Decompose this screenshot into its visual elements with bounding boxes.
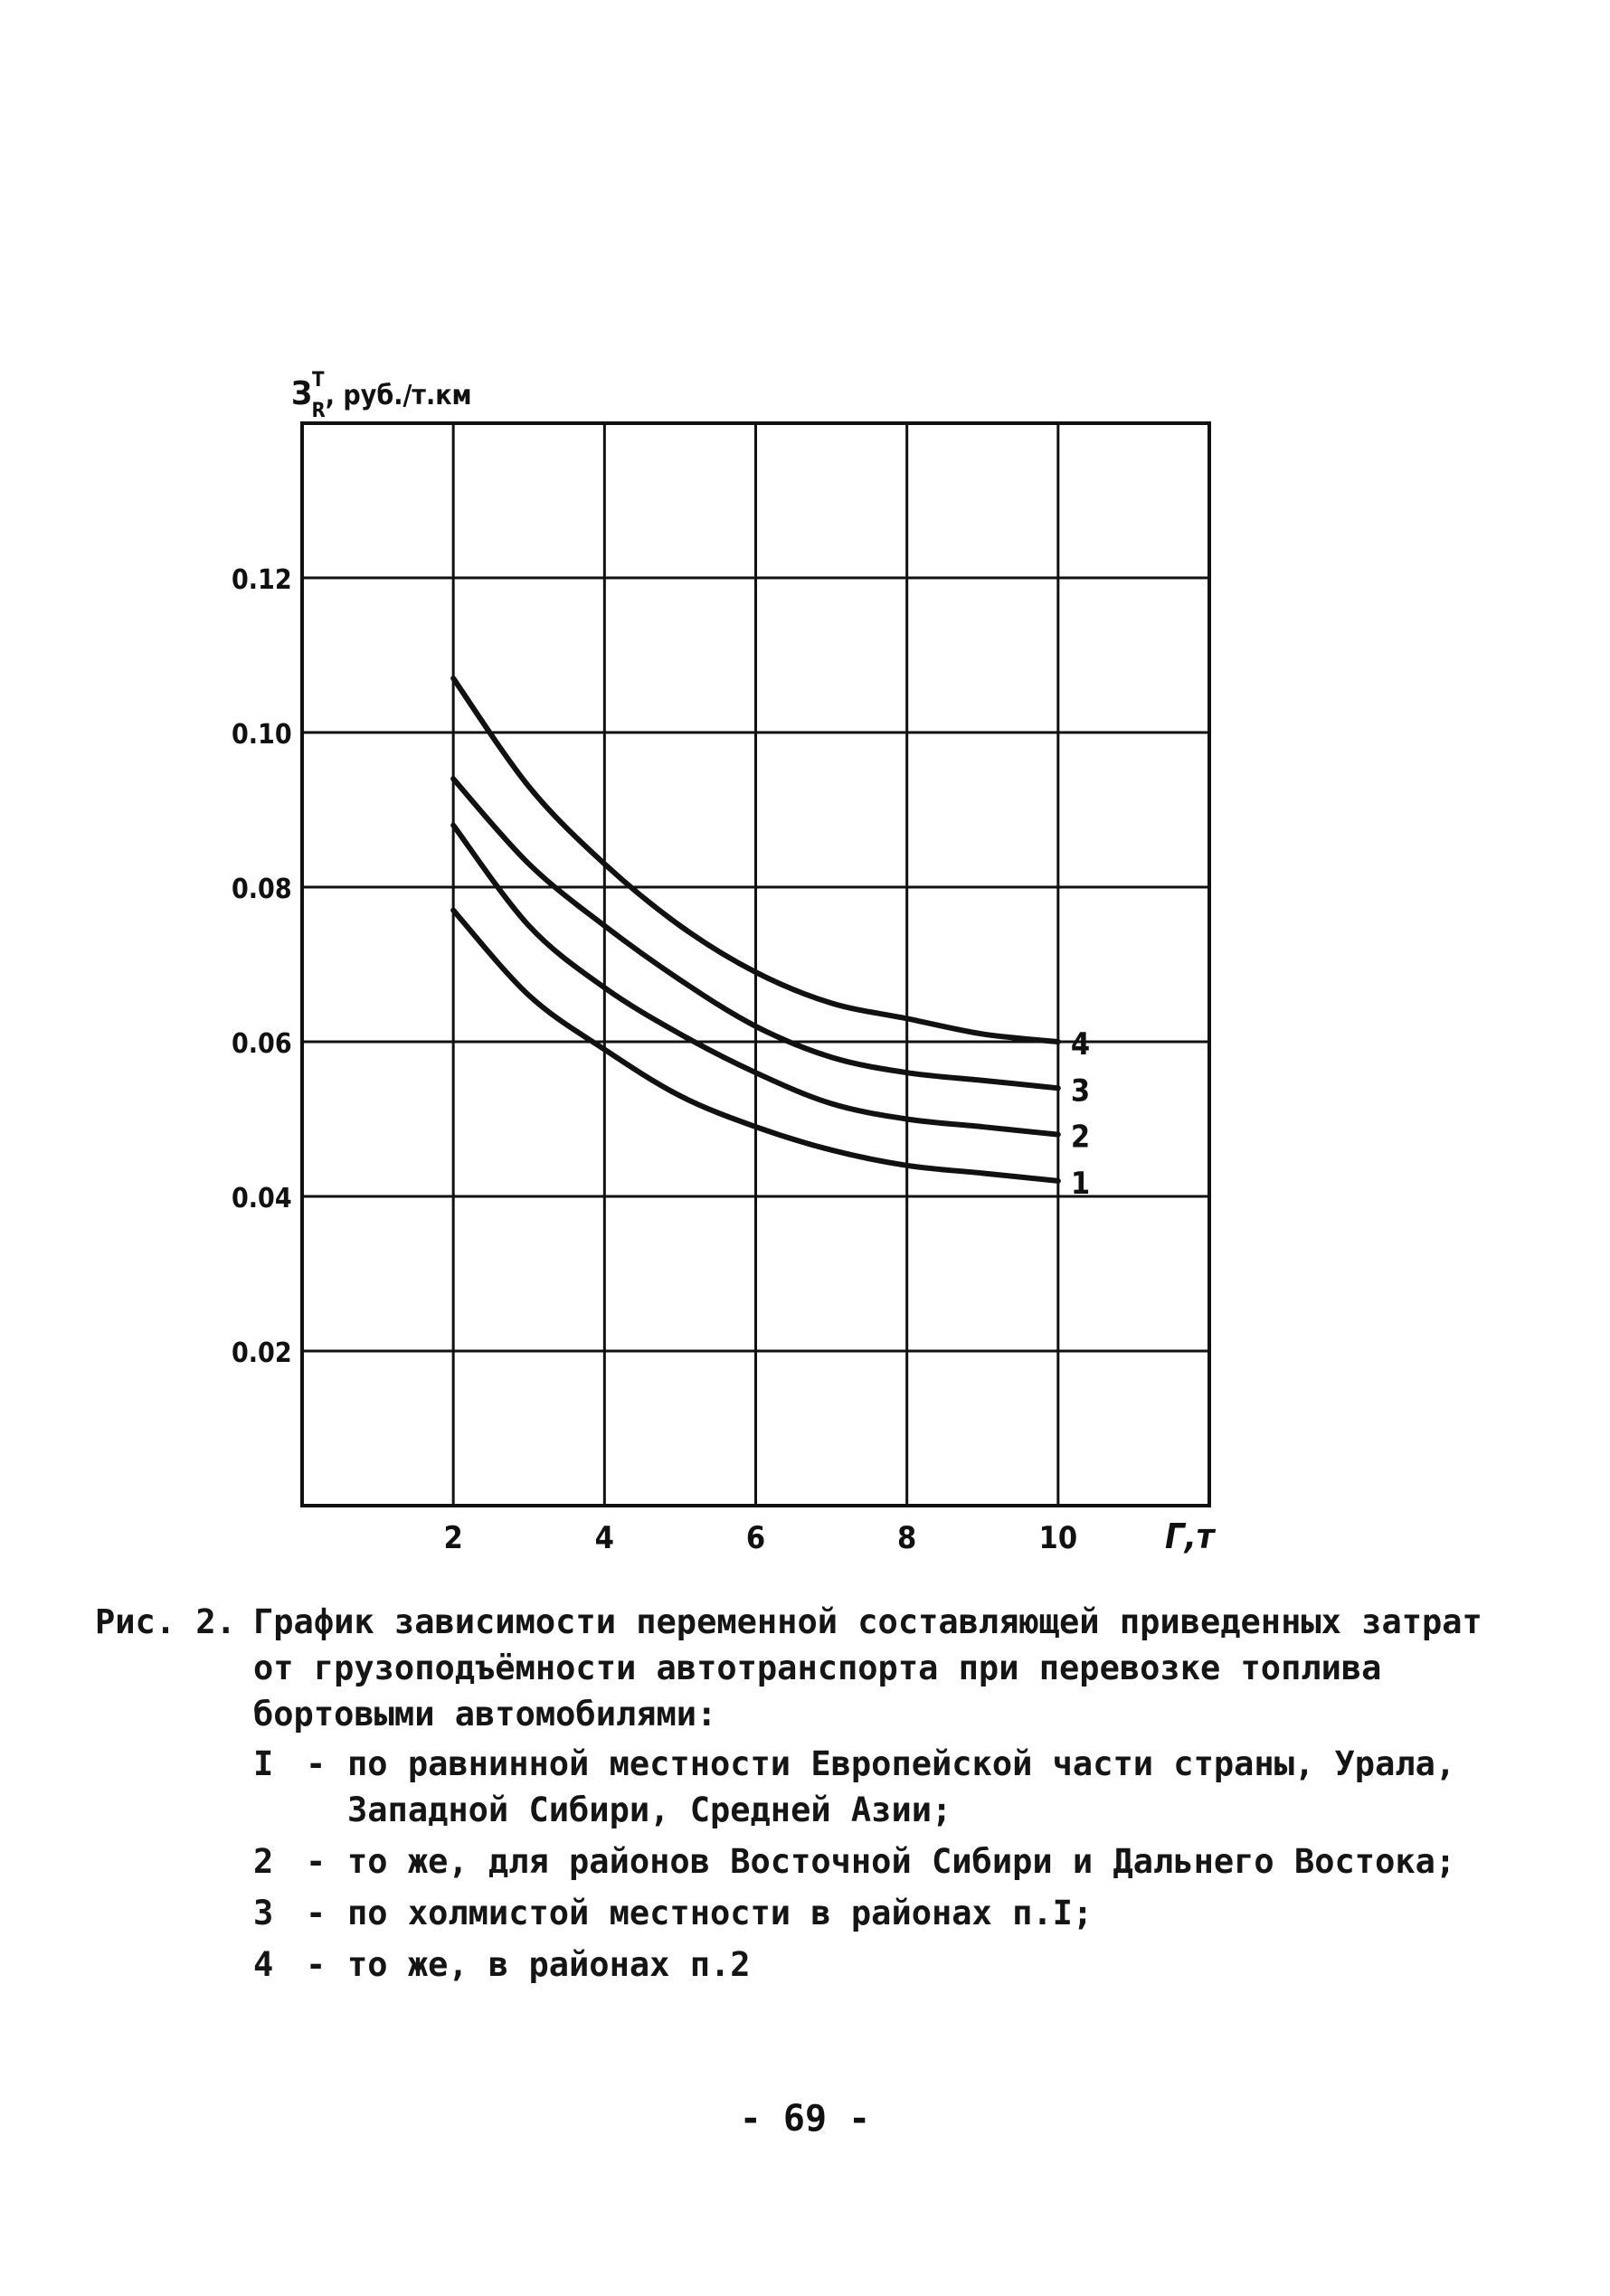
x-tick-label: 2 bbox=[443, 1520, 463, 1556]
y-axis-label-symbol: З bbox=[291, 375, 313, 412]
legend-item-number: 4 bbox=[253, 1945, 274, 1984]
series-label-2: 2 bbox=[1070, 1119, 1091, 1156]
legend-item bbox=[253, 1741, 1506, 1833]
y-tick-label: 0.06 bbox=[232, 1028, 292, 1060]
y-tick-label: 0.10 bbox=[232, 719, 292, 751]
legend-item bbox=[253, 1890, 1506, 1936]
legend-item-text: то же, для районов Восточной Сибири и Дальнего Востока; bbox=[347, 1842, 1456, 1881]
legend-item-number: 3 bbox=[253, 1894, 274, 1932]
figure-caption bbox=[95, 1599, 1506, 1993]
legend-item-dash: - bbox=[306, 1744, 327, 1783]
legend-item-text: по равнинной местности Европейской части страны, Урала, Западной Сибири, Средней Азии; bbox=[347, 1744, 1456, 1829]
legend-list bbox=[253, 1741, 1506, 1988]
x-tick-label: 6 bbox=[745, 1520, 766, 1556]
y-axis-label-superscript: Т bbox=[312, 369, 325, 392]
x-tick-label: 4 bbox=[594, 1520, 614, 1556]
legend-item-text: то же, в районах п.2 bbox=[347, 1945, 751, 1984]
y-axis-label bbox=[291, 369, 472, 422]
legend-item bbox=[253, 1942, 1506, 1988]
x-tick-label: 10 bbox=[1038, 1520, 1078, 1556]
y-tick-label: 0.04 bbox=[232, 1183, 292, 1214]
y-tick-label: 0.12 bbox=[232, 564, 292, 596]
caption-prefix: Рис. 2. bbox=[95, 1602, 236, 1641]
legend-item-number: 2 bbox=[253, 1842, 274, 1881]
legend-item bbox=[253, 1838, 1506, 1885]
legend-item-dash: - bbox=[306, 1894, 327, 1932]
legend-item-dash: - bbox=[306, 1945, 327, 1984]
caption-text: График зависимости переменной составляющей приведенных затрат от грузоподъёмности автотранспорта при перевозке топлива бортовыми автомобилями: bbox=[253, 1602, 1482, 1734]
y-axis-label-unit: , руб./т.км bbox=[325, 380, 472, 411]
tick-labels bbox=[232, 564, 1090, 1556]
y-axis-label-subscript: R bbox=[311, 400, 326, 422]
legend-item-text: по холмистой местности в районах п.I; bbox=[347, 1894, 1094, 1932]
x-tick-label: 8 bbox=[897, 1520, 917, 1556]
y-tick-label: 0.08 bbox=[232, 874, 292, 905]
y-tick-label: 0.02 bbox=[232, 1337, 292, 1369]
x-axis-label: Г,т bbox=[1165, 1516, 1215, 1556]
series-label-1: 1 bbox=[1070, 1165, 1091, 1202]
legend-item-dash: - bbox=[306, 1842, 327, 1881]
page-number: - 69 - bbox=[739, 2098, 871, 2140]
grid bbox=[302, 423, 1209, 1506]
series-label-4: 4 bbox=[1070, 1026, 1091, 1063]
legend-item-number: I bbox=[253, 1744, 274, 1783]
series-label-3: 3 bbox=[1070, 1072, 1091, 1110]
